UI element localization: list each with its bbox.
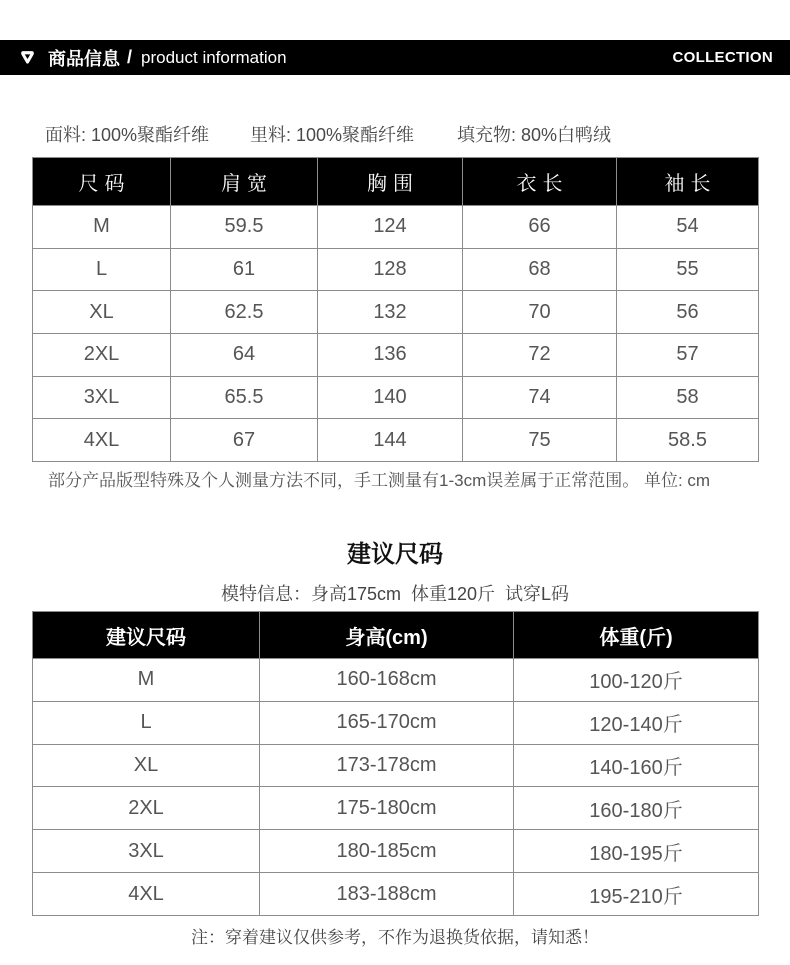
size-cell-length: 75 — [463, 419, 617, 462]
rec-row — [33, 787, 759, 830]
header-title — [48, 40, 287, 75]
size-cell-length: 68 — [463, 248, 617, 291]
size-cell-size: 3XL — [33, 376, 171, 419]
size-cell-sleeve: 55 — [617, 248, 759, 291]
size-row — [33, 248, 759, 291]
size-cell-chest: 132 — [318, 291, 463, 334]
size-header-chest: 胸围 — [318, 158, 463, 206]
rec-cell-weight: 195-210斤 — [514, 873, 759, 916]
size-cell-size: XL — [33, 291, 171, 334]
size-cell-shoulder: 62.5 — [171, 291, 318, 334]
size-row — [33, 291, 759, 334]
size-cell-chest: 128 — [318, 248, 463, 291]
size-header-size: 尺码 — [33, 158, 171, 206]
rec-row — [33, 873, 759, 916]
rec-cell-size: M — [33, 659, 260, 702]
rec-cell-weight: 100-120斤 — [514, 659, 759, 702]
rec-row — [33, 830, 759, 873]
header-title-cn: 商品信息 — [48, 48, 120, 69]
size-cell-chest: 140 — [318, 376, 463, 419]
size-row — [33, 333, 759, 376]
size-header-length: 衣长 — [463, 158, 617, 206]
size-cell-shoulder: 67 — [171, 419, 318, 462]
model-info: 模特信息：身高175cm 体重120斤 试穿L码 — [220, 584, 570, 604]
rec-cell-weight: 160-180斤 — [514, 787, 759, 830]
rec-cell-size: 4XL — [33, 873, 260, 916]
material-filling: 填充物: 80%白鸭绒 — [457, 125, 612, 145]
rec-cell-height: 173-178cm — [260, 744, 514, 787]
size-header-shoulder: 肩宽 — [171, 158, 318, 206]
size-cell-length: 70 — [463, 291, 617, 334]
rec-cell-weight: 140-160斤 — [514, 744, 759, 787]
rec-header-weight: 体重(斤) — [514, 612, 759, 659]
size-cell-sleeve: 58 — [617, 376, 759, 419]
measurement-note: 部分产品版型特殊及个人测量方法不同，手工测量有1-3cm误差属于正常范围。 单位: cm — [48, 471, 711, 490]
size-cell-chest: 144 — [318, 419, 463, 462]
material-lining: 里料: 100%聚酯纤维 — [250, 125, 415, 145]
size-table — [32, 157, 759, 462]
size-cell-size: 4XL — [33, 419, 171, 462]
rec-cell-weight: 180-195斤 — [514, 830, 759, 873]
rec-row — [33, 659, 759, 702]
size-cell-size: L — [33, 248, 171, 291]
recommend-title: 建议尺码 — [347, 541, 443, 568]
size-cell-length: 66 — [463, 206, 617, 249]
size-cell-sleeve: 58.5 — [617, 419, 759, 462]
rec-cell-weight: 120-140斤 — [514, 701, 759, 744]
size-cell-length: 72 — [463, 333, 617, 376]
size-cell-size: 2XL — [33, 333, 171, 376]
recommend-table — [32, 611, 759, 916]
recommend-table-header-row — [33, 612, 759, 659]
rec-header-size: 建议尺码 — [33, 612, 260, 659]
material-shell: 面料: 100%聚酯纤维 — [45, 125, 210, 145]
size-cell-sleeve: 57 — [617, 333, 759, 376]
size-cell-shoulder: 64 — [171, 333, 318, 376]
rec-cell-size: XL — [33, 744, 260, 787]
rec-row — [33, 744, 759, 787]
rec-cell-size: 2XL — [33, 787, 260, 830]
heart-icon — [19, 49, 36, 66]
size-cell-shoulder: 65.5 — [171, 376, 318, 419]
size-table-header-row — [33, 158, 759, 206]
size-row — [33, 419, 759, 462]
size-cell-sleeve: 54 — [617, 206, 759, 249]
collection-label: COLLECTION — [672, 49, 773, 66]
rec-cell-height: 183-188cm — [260, 873, 514, 916]
rec-cell-size: L — [33, 701, 260, 744]
size-cell-shoulder: 61 — [171, 248, 318, 291]
size-cell-sleeve: 56 — [617, 291, 759, 334]
size-row — [33, 206, 759, 249]
size-cell-shoulder: 59.5 — [171, 206, 318, 249]
size-header-sleeve: 袖长 — [617, 158, 759, 206]
size-cell-chest: 124 — [318, 206, 463, 249]
rec-header-height: 身高(cm) — [260, 612, 514, 659]
footer-note: 注：穿着建议仅供参考，不作为退换货依据，请知悉！ — [191, 928, 599, 947]
rec-cell-size: 3XL — [33, 830, 260, 873]
size-cell-chest: 136 — [318, 333, 463, 376]
rec-cell-height: 175-180cm — [260, 787, 514, 830]
rec-cell-height: 180-185cm — [260, 830, 514, 873]
header-separator: / — [127, 47, 133, 67]
size-cell-length: 74 — [463, 376, 617, 419]
header-bar — [0, 40, 790, 75]
header-title-en: product information — [141, 47, 287, 67]
rec-row — [33, 701, 759, 744]
size-cell-size: M — [33, 206, 171, 249]
rec-cell-height: 165-170cm — [260, 701, 514, 744]
size-row — [33, 376, 759, 419]
rec-cell-height: 160-168cm — [260, 659, 514, 702]
